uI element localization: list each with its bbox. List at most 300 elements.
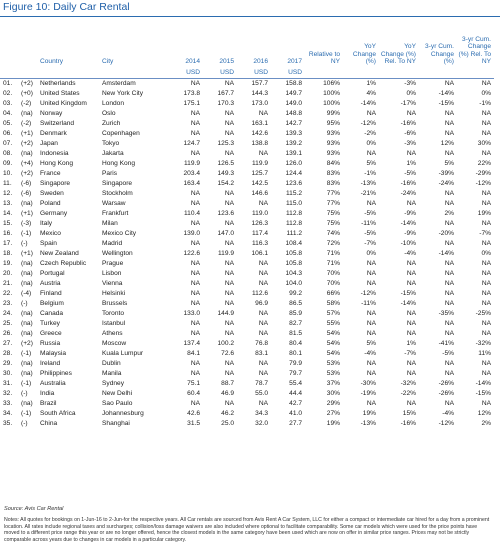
country-cell: South Africa (40, 410, 76, 417)
rank-cell: 29. (3, 360, 13, 367)
yoy-change-cell: NA (366, 330, 376, 337)
country-cell: Germany (40, 210, 68, 217)
price-2017-cell: 82.7 (289, 320, 302, 327)
unit-cell: USD (220, 69, 234, 76)
rank-cell: 19. (3, 260, 13, 267)
rank-cell: 25. (3, 320, 13, 327)
city-cell: Stockholm (102, 190, 133, 197)
price-2015-cell: NA (224, 370, 234, 377)
relative-ny-cell: 27% (326, 410, 340, 417)
price-2017-cell: 104.0 (285, 280, 302, 287)
price-2014-cell: 122.6 (183, 250, 200, 257)
city-cell: Shanghai (102, 420, 130, 427)
cum-3yr-rel-ny-cell: 11% (478, 350, 491, 357)
yoy-rel-ny-cell: -9% (404, 210, 416, 217)
city-cell: Milan (102, 220, 118, 227)
yoy-rel-ny-cell: -16% (400, 120, 416, 127)
yoy-change-cell: -19% (360, 390, 376, 397)
price-2014-cell: NA (190, 360, 200, 367)
rank-cell: 18. (3, 250, 13, 257)
price-2016-cell: 142.5 (251, 180, 268, 187)
table-row (0, 299, 494, 309)
city-cell: Lisbon (102, 270, 122, 277)
relative-ny-cell: 58% (326, 300, 340, 307)
cum-3yr-change-cell: -14% (438, 250, 454, 257)
yoy-rel-ny-cell: 1% (406, 160, 416, 167)
price-2017-cell: 80.4 (289, 340, 302, 347)
price-2017-cell: 99.2 (289, 290, 302, 297)
price-2017-cell: 126.0 (285, 160, 302, 167)
yoy-change-cell: -5% (364, 230, 376, 237)
country-cell: Turkey (40, 320, 60, 327)
price-2014-cell: NA (190, 110, 200, 117)
price-2016-cell: NA (258, 370, 268, 377)
country-cell: United States (40, 90, 80, 97)
header-cell (0, 32, 20, 66)
rank-cell: 15. (3, 220, 13, 227)
price-2014-cell: NA (190, 240, 200, 247)
rank-change-cell: (na) (21, 400, 33, 407)
price-2017-cell: 149.0 (285, 100, 302, 107)
cum-3yr-change-cell: -15% (438, 100, 454, 107)
price-2017-cell: 104.3 (285, 270, 302, 277)
price-2015-cell: NA (224, 400, 234, 407)
cum-3yr-rel-ny-cell: NA (481, 80, 491, 87)
price-2014-cell: NA (190, 280, 200, 287)
price-2016-cell: NA (258, 280, 268, 287)
price-2017-cell: 149.7 (285, 90, 302, 97)
table-row (0, 219, 494, 229)
country-cell: Norway (40, 110, 63, 117)
price-2014-cell: 203.4 (183, 170, 200, 177)
price-2017-cell: 79.7 (289, 370, 302, 377)
figure-title: Figure 10: Daily Car Rental (3, 1, 130, 13)
rank-change-cell: (-) (21, 390, 28, 397)
cum-3yr-rel-ny-cell: NA (481, 240, 491, 247)
rank-cell: 09. (3, 160, 13, 167)
cum-3yr-change-cell: NA (444, 300, 454, 307)
price-2016-cell: 138.8 (251, 140, 268, 147)
yoy-change-cell: -14% (360, 100, 376, 107)
price-2015-cell: NA (224, 330, 234, 337)
table-row (0, 409, 494, 419)
rank-change-cell: (na) (21, 330, 33, 337)
rank-change-cell: (+2) (21, 80, 33, 87)
cum-3yr-change-cell: -5% (442, 350, 454, 357)
country-cell: Japan (40, 140, 58, 147)
rank-cell: 35. (3, 420, 13, 427)
yoy-change-cell: NA (366, 260, 376, 267)
rank-cell: 10. (3, 170, 13, 177)
rank-change-cell: (-) (21, 420, 28, 427)
yoy-change-cell: 1% (366, 80, 376, 87)
cum-3yr-rel-ny-cell: 0% (481, 90, 491, 97)
price-2015-cell: NA (224, 300, 234, 307)
yoy-rel-ny-cell: NA (406, 310, 416, 317)
yoy-change-cell: -13% (360, 180, 376, 187)
country-cell: Czech Republic (40, 260, 87, 267)
relative-ny-cell: 37% (326, 380, 340, 387)
price-2014-cell: 175.1 (183, 100, 200, 107)
rank-change-cell: (na) (21, 260, 33, 267)
cum-3yr-change-cell: NA (444, 270, 454, 277)
table-row (0, 249, 494, 259)
yoy-rel-ny-cell: -10% (400, 240, 416, 247)
cum-3yr-change-cell: NA (444, 190, 454, 197)
city-cell: Dublin (102, 360, 121, 367)
relative-ny-cell: 70% (326, 270, 340, 277)
cum-3yr-rel-ny-cell: -32% (475, 340, 491, 347)
cum-3yr-rel-ny-cell: -12% (475, 180, 491, 187)
yoy-rel-ny-cell: 15% (402, 410, 416, 417)
table-row (0, 229, 494, 239)
price-2015-cell: NA (224, 120, 234, 127)
cum-3yr-rel-ny-cell: NA (481, 280, 491, 287)
rank-cell: 16. (3, 230, 13, 237)
unit-cell (305, 66, 343, 79)
price-2015-cell: NA (224, 360, 234, 367)
yoy-change-cell: -13% (360, 420, 376, 427)
yoy-change-cell: NA (366, 270, 376, 277)
country-cell: Mexico (40, 230, 61, 237)
city-cell: Helsinki (102, 290, 126, 297)
cum-3yr-rel-ny-cell: NA (481, 370, 491, 377)
city-cell: Moscow (102, 340, 127, 347)
unit-cell (39, 66, 101, 79)
car-rental-table (0, 32, 494, 429)
header-2015: 2015 (219, 58, 234, 66)
cum-3yr-change-cell: NA (444, 400, 454, 407)
price-2015-cell: 149.3 (217, 170, 234, 177)
price-2014-cell: 173.8 (183, 90, 200, 97)
price-2014-cell: 133.0 (183, 310, 200, 317)
city-cell: Zurich (102, 120, 121, 127)
cum-3yr-change-cell: NA (444, 120, 454, 127)
yoy-change-cell: NA (366, 150, 376, 157)
city-cell: Vienna (102, 280, 123, 287)
cum-3yr-rel-ny-cell: NA (481, 320, 491, 327)
city-cell: Athens (102, 330, 123, 337)
price-2014-cell: 42.6 (187, 410, 200, 417)
country-cell: Singapore (40, 180, 71, 187)
yoy-change-cell: -2% (364, 130, 376, 137)
price-2016-cell: 144.3 (251, 90, 268, 97)
relative-ny-cell: 84% (326, 160, 340, 167)
relative-ny-cell: 75% (326, 210, 340, 217)
cum-3yr-change-cell: NA (444, 150, 454, 157)
yoy-change-cell: 5% (366, 340, 376, 347)
price-2015-cell: 170.3 (217, 100, 234, 107)
yoy-rel-ny-cell: -32% (400, 380, 416, 387)
relative-ny-cell: 55% (326, 320, 340, 327)
cum-3yr-rel-ny-cell: NA (481, 270, 491, 277)
price-2015-cell: NA (224, 130, 234, 137)
rank-cell: 27. (3, 340, 13, 347)
cum-3yr-change-cell: NA (444, 80, 454, 87)
yoy-rel-ny-cell: NA (406, 110, 416, 117)
price-2016-cell: NA (258, 310, 268, 317)
price-2016-cell: 96.9 (255, 300, 268, 307)
cum-3yr-rel-ny-cell: -14% (475, 380, 491, 387)
yoy-rel-ny-cell: -6% (404, 130, 416, 137)
price-2014-cell: NA (190, 220, 200, 227)
price-2014-cell: NA (190, 330, 200, 337)
table-row (0, 379, 494, 389)
table-row (0, 369, 494, 379)
rank-change-cell: (+1) (21, 250, 33, 257)
cum-3yr-rel-ny-cell: -15% (475, 390, 491, 397)
table-row (0, 149, 494, 159)
rank-cell: 03. (3, 100, 13, 107)
unit-cell (457, 66, 494, 79)
country-cell: India (40, 390, 55, 397)
price-2017-cell: 85.9 (289, 310, 302, 317)
price-2016-cell: 173.0 (251, 100, 268, 107)
yoy-rel-ny-cell: NA (406, 270, 416, 277)
price-2015-cell: NA (224, 290, 234, 297)
rank-change-cell: (-) (21, 300, 28, 307)
country-cell: Netherlands (40, 80, 76, 87)
rank-cell: 05. (3, 120, 13, 127)
price-2017-cell: 115.0 (285, 200, 302, 207)
city-cell: Brussels (102, 300, 128, 307)
country-cell: Russia (40, 340, 61, 347)
price-2017-cell: 148.8 (285, 110, 302, 117)
unit-cell: USD (288, 69, 302, 76)
price-2016-cell: 119.0 (251, 210, 268, 217)
price-2014-cell: NA (190, 80, 200, 87)
yoy-rel-ny-cell: -7% (404, 350, 416, 357)
price-2015-cell: NA (224, 260, 234, 267)
table-row (0, 159, 494, 169)
price-2016-cell: 146.6 (251, 190, 268, 197)
relative-ny-cell: 100% (323, 100, 340, 107)
yoy-rel-ny-cell: -3% (404, 140, 416, 147)
relative-ny-cell: 71% (326, 250, 340, 257)
cum-3yr-change-cell: -4% (442, 410, 454, 417)
table-row (0, 309, 494, 319)
country-cell: Denmark (40, 130, 67, 137)
relative-ny-cell: 54% (326, 340, 340, 347)
relative-ny-cell: 83% (326, 180, 340, 187)
table-row (0, 109, 494, 119)
cum-3yr-rel-ny-cell: -7% (479, 230, 491, 237)
relative-ny-cell: 95% (326, 120, 340, 127)
price-2017-cell: 139.1 (285, 150, 302, 157)
rank-cell: 28. (3, 350, 13, 357)
country-cell: Indonesia (40, 150, 69, 157)
price-2015-cell: 123.6 (217, 210, 234, 217)
city-cell: Manila (102, 370, 122, 377)
header-cell (20, 32, 39, 66)
price-2014-cell: 119.9 (183, 160, 200, 167)
city-cell: London (102, 100, 125, 107)
yoy-rel-ny-cell: -14% (400, 220, 416, 227)
rank-change-cell: (na) (21, 270, 33, 277)
cum-3yr-change-cell: NA (444, 320, 454, 327)
cum-3yr-rel-ny-cell: NA (481, 260, 491, 267)
cum-3yr-change-cell: -12% (438, 420, 454, 427)
table-row (0, 339, 494, 349)
price-2015-cell: 119.9 (217, 250, 234, 257)
city-cell: Kuala Lumpur (102, 350, 144, 357)
cum-3yr-change-cell: NA (444, 220, 454, 227)
cum-3yr-rel-ny-cell: 22% (477, 160, 491, 167)
rank-cell: 06. (3, 130, 13, 137)
rank-change-cell: (-1) (21, 230, 32, 237)
table-row (0, 189, 494, 199)
cum-3yr-rel-ny-cell: 12% (477, 410, 491, 417)
price-2014-cell: 163.4 (183, 180, 200, 187)
price-2017-cell: 79.9 (289, 360, 302, 367)
rank-cell: 14. (3, 210, 13, 217)
rank-change-cell: (-6) (21, 190, 32, 197)
relative-ny-cell: 93% (326, 130, 340, 137)
yoy-rel-ny-cell: NA (406, 260, 416, 267)
price-2016-cell: 119.9 (251, 160, 268, 167)
yoy-rel-ny-cell: NA (406, 200, 416, 207)
price-2014-cell: NA (190, 150, 200, 157)
relative-ny-cell: 100% (323, 90, 340, 97)
header-country: Country (40, 58, 64, 66)
cum-3yr-rel-ny-cell: NA (481, 300, 491, 307)
price-2015-cell: 125.3 (217, 140, 234, 147)
unit-cell (379, 66, 419, 79)
cum-3yr-change-cell: 2% (444, 210, 454, 217)
price-2015-cell: 167.7 (217, 90, 234, 97)
price-2014-cell: NA (190, 400, 200, 407)
city-cell: Mexico City (102, 230, 137, 237)
yoy-rel-ny-cell: -22% (400, 390, 416, 397)
table-row (0, 179, 494, 189)
relative-ny-cell: 57% (326, 310, 340, 317)
price-2017-cell: 27.7 (289, 420, 302, 427)
table-row (0, 119, 494, 129)
unit-cell (101, 66, 169, 79)
cum-3yr-rel-ny-cell: NA (481, 130, 491, 137)
city-cell: Copenhagen (102, 130, 140, 137)
table-row (0, 79, 494, 90)
price-2015-cell: 126.5 (217, 160, 234, 167)
table-row (0, 389, 494, 399)
price-2017-cell: 112.8 (285, 220, 302, 227)
table-row (0, 269, 494, 279)
rank-change-cell: (+2) (21, 140, 33, 147)
price-2014-cell: 137.4 (183, 340, 200, 347)
price-2016-cell: 126.3 (251, 220, 268, 227)
table-row (0, 199, 494, 209)
country-cell: Austria (40, 280, 61, 287)
city-cell: Oslo (102, 110, 116, 117)
header-row (0, 32, 494, 66)
price-2016-cell: 83.1 (255, 350, 268, 357)
rank-change-cell: (na) (21, 310, 33, 317)
price-2015-cell: NA (224, 270, 234, 277)
price-2016-cell: 32.0 (255, 420, 268, 427)
cum-3yr-change-cell: -39% (438, 170, 454, 177)
table-row (0, 209, 494, 219)
cum-3yr-change-cell: -35% (438, 310, 454, 317)
price-2014-cell: 110.4 (183, 210, 200, 217)
price-2014-cell: 75.1 (187, 380, 200, 387)
yoy-change-cell: -1% (364, 170, 376, 177)
yoy-rel-ny-cell: NA (406, 150, 416, 157)
yoy-rel-ny-cell: -24% (400, 190, 416, 197)
price-2015-cell: 144.9 (217, 310, 234, 317)
cum-3yr-rel-ny-cell: NA (481, 200, 491, 207)
rank-cell: 23. (3, 300, 13, 307)
yoy-change-cell: NA (366, 200, 376, 207)
table-row (0, 329, 494, 339)
yoy-rel-ny-cell: -5% (404, 170, 416, 177)
yoy-change-cell: NA (366, 320, 376, 327)
relative-ny-cell: 77% (326, 190, 340, 197)
city-cell: Johannesburg (102, 410, 144, 417)
cum-3yr-rel-ny-cell: NA (481, 360, 491, 367)
price-2017-cell: 108.4 (285, 240, 302, 247)
relative-ny-cell: 83% (326, 170, 340, 177)
relative-ny-cell: 74% (326, 230, 340, 237)
country-cell: Finland (40, 290, 62, 297)
header-3yr-change: 3-yr Cum. Change (%) (425, 43, 454, 66)
price-2014-cell: NA (190, 320, 200, 327)
city-cell: Hong Kong (102, 160, 135, 167)
price-2016-cell: NA (258, 330, 268, 337)
rank-cell: 07. (3, 140, 13, 147)
rank-cell: 31. (3, 380, 13, 387)
source-note: Source: Avis Car Rental (4, 506, 64, 512)
country-cell: Portugal (40, 270, 65, 277)
header-city: City (102, 58, 114, 66)
country-cell: Malaysia (40, 350, 67, 357)
cum-3yr-rel-ny-cell: 2% (481, 420, 491, 427)
table-row (0, 349, 494, 359)
cum-3yr-rel-ny-cell: -29% (475, 170, 491, 177)
unit-cell (343, 66, 379, 79)
price-2017-cell: 81.5 (289, 330, 302, 337)
relative-ny-cell: 53% (326, 360, 340, 367)
price-2017-cell: 86.5 (289, 300, 302, 307)
notes-text: Notes: All quotes for bookings on 1-Jun-16 to 2-Jun-for the respective years. All Car rentals are sourced from Avis Rent A Car System, LLC for either a compact or intermediate car hired for a day from a prominent location. All rates include regional taxes and surcharges; collision/loss damage waivers are also included where optional to facilitate comparability. Some car models which were used for the price points have moved to a different price range this year or are no longer offered, hence the closest models in the same category have been used which are now on offer in similar price ranges. Prices may not be strictly comparable across years due to changes in car models in a particular category. (4, 517, 490, 543)
unit-cell (0, 66, 20, 79)
price-2015-cell: NA (224, 240, 234, 247)
yoy-rel-ny-cell: NA (406, 400, 416, 407)
price-2014-cell: NA (190, 270, 200, 277)
cum-3yr-rel-ny-cell: 30% (477, 140, 491, 147)
country-cell: Hong Kong (40, 160, 73, 167)
header-2014: 2014 (185, 58, 200, 66)
cum-3yr-rel-ny-cell: -1% (479, 100, 491, 107)
table-row (0, 259, 494, 269)
cum-3yr-rel-ny-cell: NA (481, 120, 491, 127)
table-row (0, 319, 494, 329)
cum-3yr-change-cell: NA (444, 330, 454, 337)
relative-ny-cell: 71% (326, 260, 340, 267)
relative-ny-cell: 66% (326, 290, 340, 297)
relative-ny-cell: 77% (326, 200, 340, 207)
rank-change-cell: (-2) (21, 100, 32, 107)
rank-change-cell: (na) (21, 200, 33, 207)
city-cell: Jakarta (102, 150, 124, 157)
price-2016-cell: 112.6 (251, 290, 268, 297)
relative-ny-cell: 19% (326, 420, 340, 427)
rank-change-cell: (+4) (21, 160, 33, 167)
cum-3yr-change-cell: NA (444, 360, 454, 367)
cum-3yr-change-cell: NA (444, 130, 454, 137)
rank-cell: 11. (3, 180, 12, 187)
yoy-rel-ny-cell: -4% (404, 250, 416, 257)
price-2015-cell: 46.2 (221, 410, 234, 417)
